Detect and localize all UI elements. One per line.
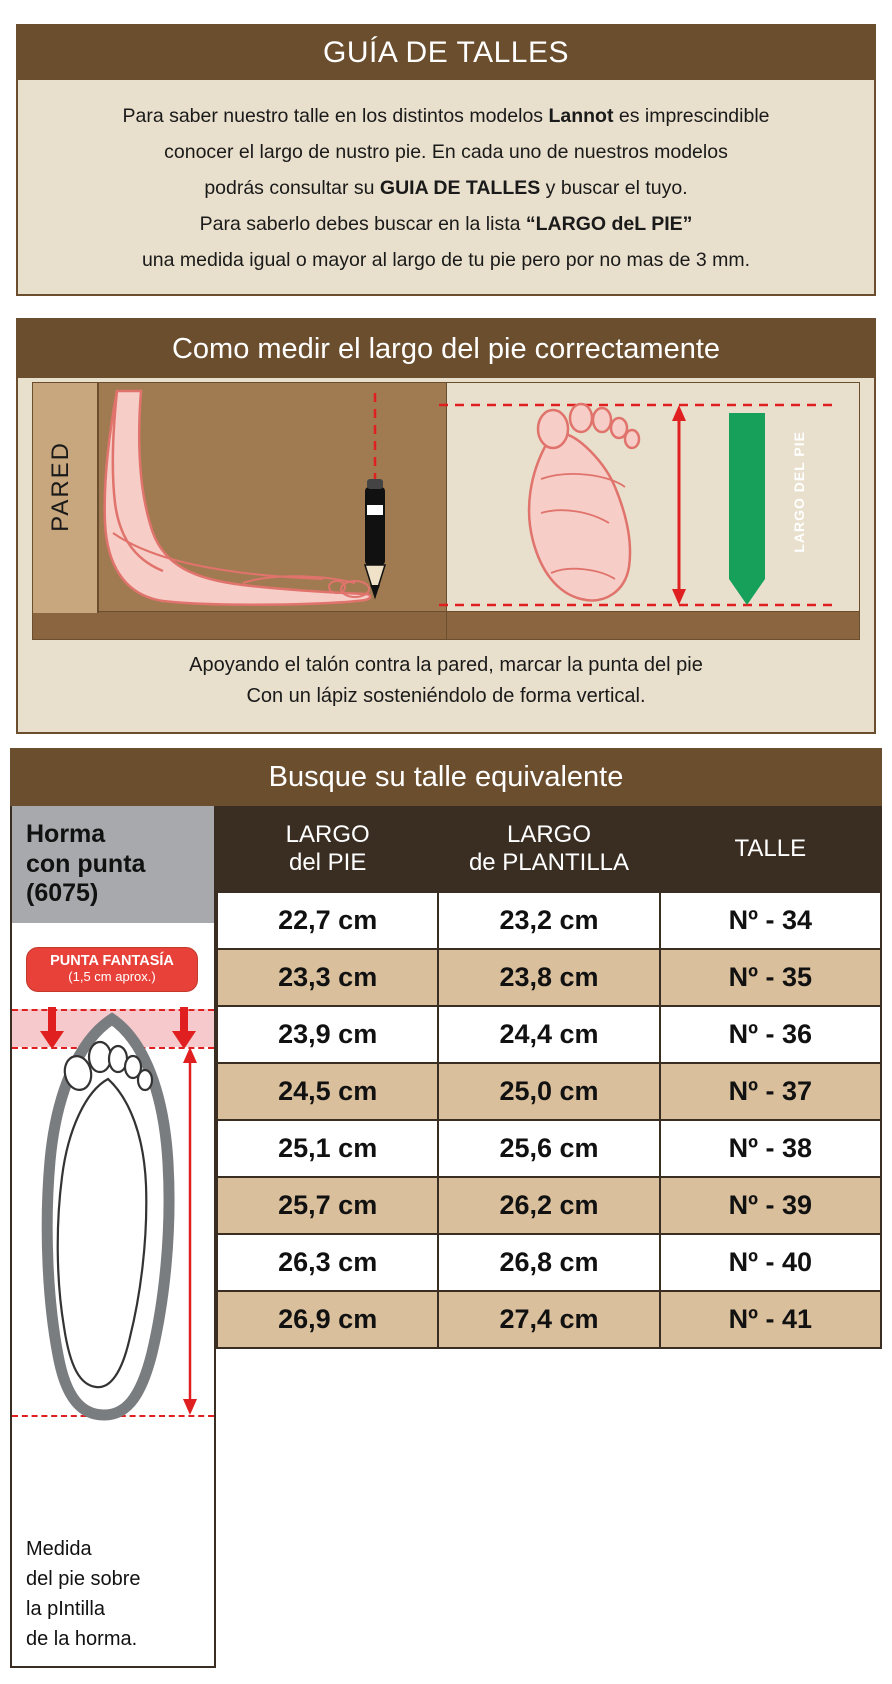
largo-del-pie-label: LARGO DEL PIE [791, 431, 807, 553]
header-line1: LARGO [285, 821, 370, 848]
horma-title [12, 806, 214, 923]
size-guide-intro-panel [16, 24, 876, 296]
table-row [217, 1063, 881, 1120]
pencil-icon [365, 479, 385, 597]
size-table [216, 806, 882, 1349]
header-line2: de PLANTILLA [468, 849, 630, 877]
cell-largo-plantilla: 25,6 cm [438, 1120, 659, 1177]
horma-note-line2: del pie sobre [26, 1568, 141, 1590]
punta-badge-line1: PUNTA FANTASÍA [50, 952, 174, 969]
measuring-instructions-panel [16, 318, 876, 734]
wall-label: PARED [47, 441, 74, 532]
cell-talle: Nº - 40 [660, 1234, 881, 1291]
table-row [217, 1006, 881, 1063]
header-line2: del PIE [288, 849, 367, 877]
intro-line: podrás consultar su GUIA DE TALLES y buscar el tuyo. [204, 177, 688, 200]
table-row [217, 892, 881, 949]
cell-largo-pie: 22,7 cm [217, 892, 438, 949]
cell-talle: Nº - 34 [660, 892, 881, 949]
table-row [217, 949, 881, 1006]
table-row [217, 1177, 881, 1234]
cell-talle: Nº - 37 [660, 1063, 881, 1120]
size-equivalence-panel [10, 748, 882, 1668]
cell-largo-pie: 26,3 cm [217, 1234, 438, 1291]
list-emphasis: “LARGO deL PIE” [525, 213, 693, 236]
table-header-row [217, 807, 881, 892]
intro-line: una medida igual o mayor al largo de tu pie pero por no mas de 3 mm. [141, 249, 751, 272]
footer-line-1: Apoyando el talón contra la pared, marcar la punta del pie [189, 654, 703, 676]
guide-title: GUÍA DE TALLES [18, 26, 874, 80]
cell-largo-pie: 23,3 cm [217, 949, 438, 1006]
header-line1: LARGO [506, 821, 591, 848]
guide-emphasis: GUIA DE TALLES [379, 177, 541, 200]
horma-column [10, 806, 216, 1668]
horma-note [26, 1534, 208, 1654]
horma-title-line2: con punta [26, 849, 146, 878]
column-header-largo-pie [217, 807, 438, 892]
punta-fantasia-badge [26, 947, 198, 992]
cell-largo-plantilla: 26,8 cm [438, 1234, 659, 1291]
horma-title-line1: Horma [26, 820, 106, 848]
cell-talle: Nº - 39 [660, 1177, 881, 1234]
intro-line: conocer el largo de nustro pie. En cada uno de nuestros modelos [164, 141, 728, 164]
measuring-title: Como medir el largo del pie correctamente [18, 320, 874, 378]
cell-largo-plantilla: 27,4 cm [438, 1291, 659, 1348]
cell-talle: Nº - 35 [660, 949, 881, 1006]
cell-talle: Nº - 36 [660, 1006, 881, 1063]
footer-line-2: Con un lápiz sosteniéndolo de forma vertical. [246, 685, 646, 707]
horma-note-line1: Medida [26, 1538, 92, 1560]
cell-largo-plantilla: 24,4 cm [438, 1006, 659, 1063]
horma-title-line3: (6075) [26, 879, 99, 907]
cell-largo-plantilla: 23,8 cm [438, 949, 659, 1006]
column-header-talle [660, 807, 881, 892]
cell-largo-plantilla: 23,2 cm [438, 892, 659, 949]
cell-largo-pie: 26,9 cm [217, 1291, 438, 1348]
measuring-illustration [32, 382, 860, 640]
size-table-wrapper [216, 806, 882, 1668]
intro-text [18, 80, 874, 286]
cell-largo-pie: 25,7 cm [217, 1177, 438, 1234]
intro-line: Para saber nuestro talle en los distintos modelos Lannot es imprescindible [122, 105, 770, 127]
equivalence-title: Busque su talle equivalente [10, 748, 882, 806]
table-row [217, 1234, 881, 1291]
punta-badge-line2: (1,5 cm aprox.) [68, 968, 156, 984]
cell-largo-plantilla: 25,0 cm [438, 1063, 659, 1120]
intro-line: Para saberlo debes buscar en la lista “LARGO deL PIE” [199, 213, 693, 236]
cell-talle: Nº - 41 [660, 1291, 881, 1348]
horma-illustration [12, 923, 214, 1479]
horma-note-line3: la pIntilla [26, 1598, 105, 1620]
cell-largo-plantilla: 26,2 cm [438, 1177, 659, 1234]
last-and-foot-icon [12, 923, 214, 1479]
cell-largo-pie: 24,5 cm [217, 1063, 438, 1120]
cell-largo-pie: 23,9 cm [217, 1006, 438, 1063]
table-row [217, 1120, 881, 1177]
table-row [217, 1291, 881, 1348]
measuring-footer [18, 640, 874, 712]
cell-largo-pie: 25,1 cm [217, 1120, 438, 1177]
cell-talle: Nº - 38 [660, 1120, 881, 1177]
horma-note-line4: de la horma. [26, 1628, 138, 1650]
header-line1: TALLE [734, 835, 807, 863]
brand-name: Lannot [548, 105, 614, 127]
column-header-largo-plantilla [438, 807, 659, 892]
